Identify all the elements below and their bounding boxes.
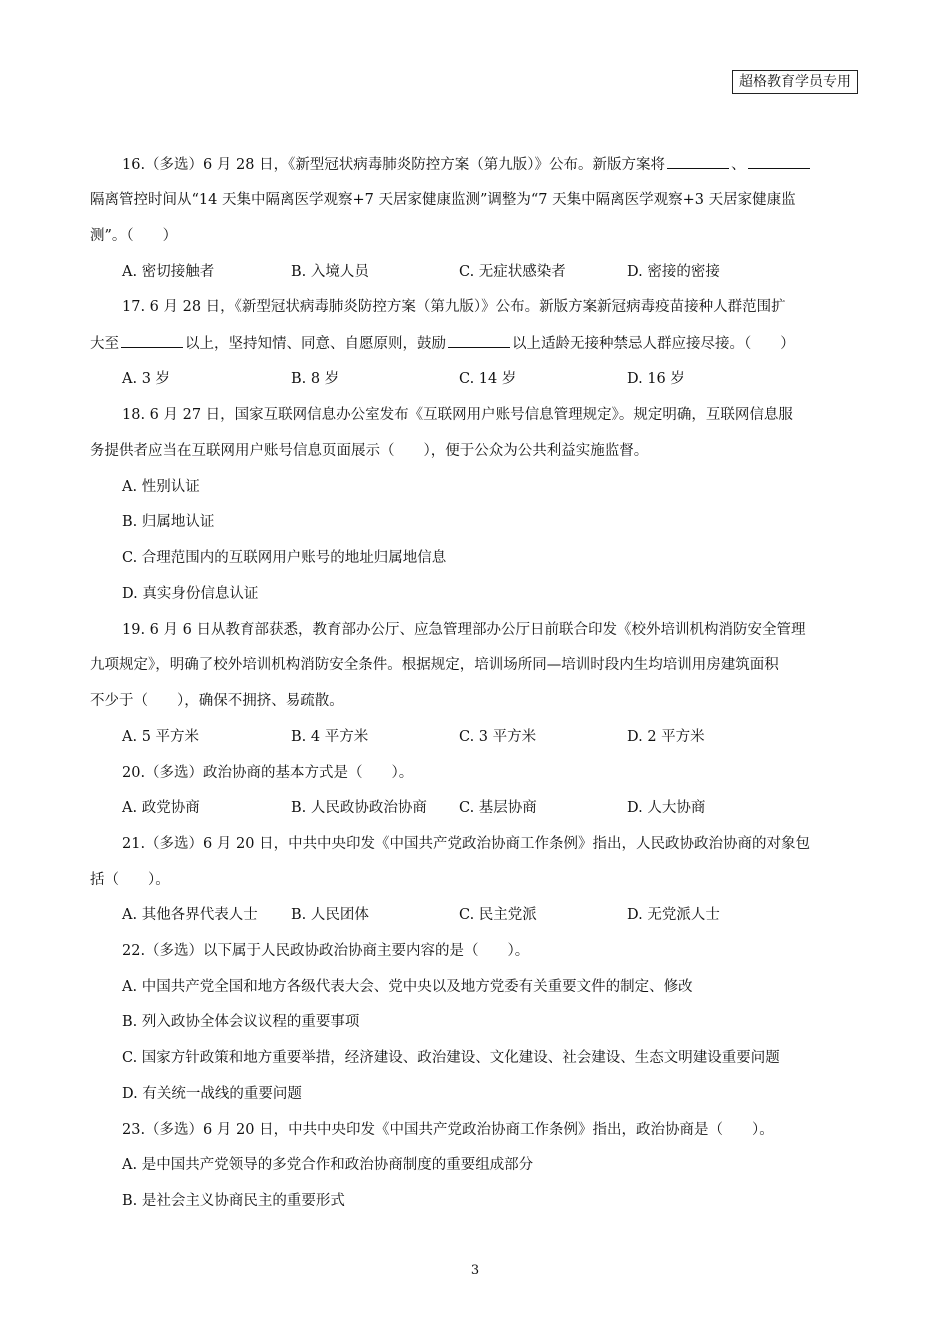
option: D. 2 平方米 xyxy=(627,729,705,745)
q17-line-1: 17. 6 月 28 日，《新型冠状病毒肺炎防控方案（第九版）》公布。新版方案新冠病毒疫苗接种人群范围扩 xyxy=(122,299,786,315)
option: C. 国家方针政策和地方重要举措，经济建设、政治建设、文化建设、社会建设、生态文明建设重要问题 xyxy=(122,1050,780,1066)
answer-blank xyxy=(448,333,510,348)
option: D. 无党派人士 xyxy=(627,907,720,923)
option: D. 人大协商 xyxy=(627,800,706,816)
option: A. 性别认证 xyxy=(122,479,200,495)
option: D. 16 岁 xyxy=(627,371,685,387)
option: B. 8 岁 xyxy=(291,371,340,387)
option: D. 真实身份信息认证 xyxy=(122,586,259,602)
q21-line-2: 括（ ）。 xyxy=(90,872,170,888)
option: A. 政党协商 xyxy=(122,800,200,816)
answer-blank xyxy=(748,154,810,169)
q18-line-2: 务提供者应当在互联网用户账号信息页面展示（ ），便于公众为公共利益实施监督。 xyxy=(90,443,649,459)
option: A. 密切接触者 xyxy=(122,264,215,280)
option: C. 14 岁 xyxy=(459,371,517,387)
q23-line-1: 23.（多选）6 月 20 日，中共中央印发《中国共产党政治协商工作条例》指出，政治协商是（ ）。 xyxy=(122,1122,774,1138)
option: B. 入境人员 xyxy=(291,264,369,280)
option: A. 中国共产党全国和地方各级代表大会、党中央以及地方党委有关重要文件的制定、修改 xyxy=(122,979,693,995)
q19-line-1: 19. 6 月 6 日从教育部获悉，教育部办公厅、应急管理部办公厅日前联合印发《校外培训机构消防安全管理 xyxy=(122,622,806,638)
page-number: 3 xyxy=(470,1263,480,1278)
q18-line-1: 18. 6 月 27 日，国家互联网信息办公室发布《互联网用户账号信息管理规定》。规定明确，互联网信息服 xyxy=(122,407,793,423)
q22-line-1: 22.（多选）以下属于人民政协政治协商主要内容的是（ ）。 xyxy=(122,943,530,959)
option: B. 4 平方米 xyxy=(291,729,369,745)
q21-line-1: 21.（多选）6 月 20 日，中共中央印发《中国共产党政治协商工作条例》指出，人民政协政治协商的对象包 xyxy=(122,836,811,852)
watermark-badge: 超格教育学员专用 xyxy=(732,70,858,94)
q16-line-2: 隔离管控时间从“14 天集中隔离医学观察+7 天居家健康监测”调整为“7 天集中隔离医学观察+3 天居家健康监 xyxy=(90,192,796,208)
option: A. 是中国共产党领导的多党合作和政治协商制度的重要组成部分 xyxy=(122,1157,534,1173)
q17-line-2: 大至 以上，坚持知情、同意、自愿原则，鼓励 以上适龄无接种禁忌人群应接尽接。（ ） xyxy=(90,333,795,354)
option: A. 5 平方米 xyxy=(122,729,200,745)
q19-line-2: 九项规定》，明确了校外培训机构消防安全条件。根据规定，培训场所同—培训时段内生均培训用房建筑面积 xyxy=(90,657,779,673)
option: D. 有关统一战线的重要问题 xyxy=(122,1086,302,1102)
q16-line-3: 测”。（ ） xyxy=(90,228,178,244)
answer-blank xyxy=(121,333,183,348)
option: B. 是社会主义协商民主的重要形式 xyxy=(122,1193,345,1209)
option: B. 列入政协全体会议议程的重要事项 xyxy=(122,1014,360,1030)
q16-line-1: 16.（多选）6 月 28 日，《新型冠状病毒肺炎防控方案（第九版）》公布。新版方案将 、 xyxy=(122,154,812,175)
q19-line-3: 不少于（ ），确保不拥挤、易疏散。 xyxy=(90,693,344,709)
option: C. 无症状感染者 xyxy=(459,264,566,280)
q20-line-1: 20.（多选）政治协商的基本方式是（ ）。 xyxy=(122,765,414,781)
option: A. 其他各界代表人士 xyxy=(122,907,258,923)
option: C. 3 平方米 xyxy=(459,729,537,745)
option: B. 归属地认证 xyxy=(122,514,215,530)
option: C. 基层协商 xyxy=(459,800,537,816)
option: B. 人民政协政治协商 xyxy=(291,800,427,816)
option: A. 3 岁 xyxy=(122,371,171,387)
option: C. 民主党派 xyxy=(459,907,537,923)
answer-blank xyxy=(667,154,729,169)
option: C. 合理范围内的互联网用户账号的地址归属地信息 xyxy=(122,550,447,566)
option: B. 人民团体 xyxy=(291,907,369,923)
option: D. 密接的密接 xyxy=(627,264,720,280)
